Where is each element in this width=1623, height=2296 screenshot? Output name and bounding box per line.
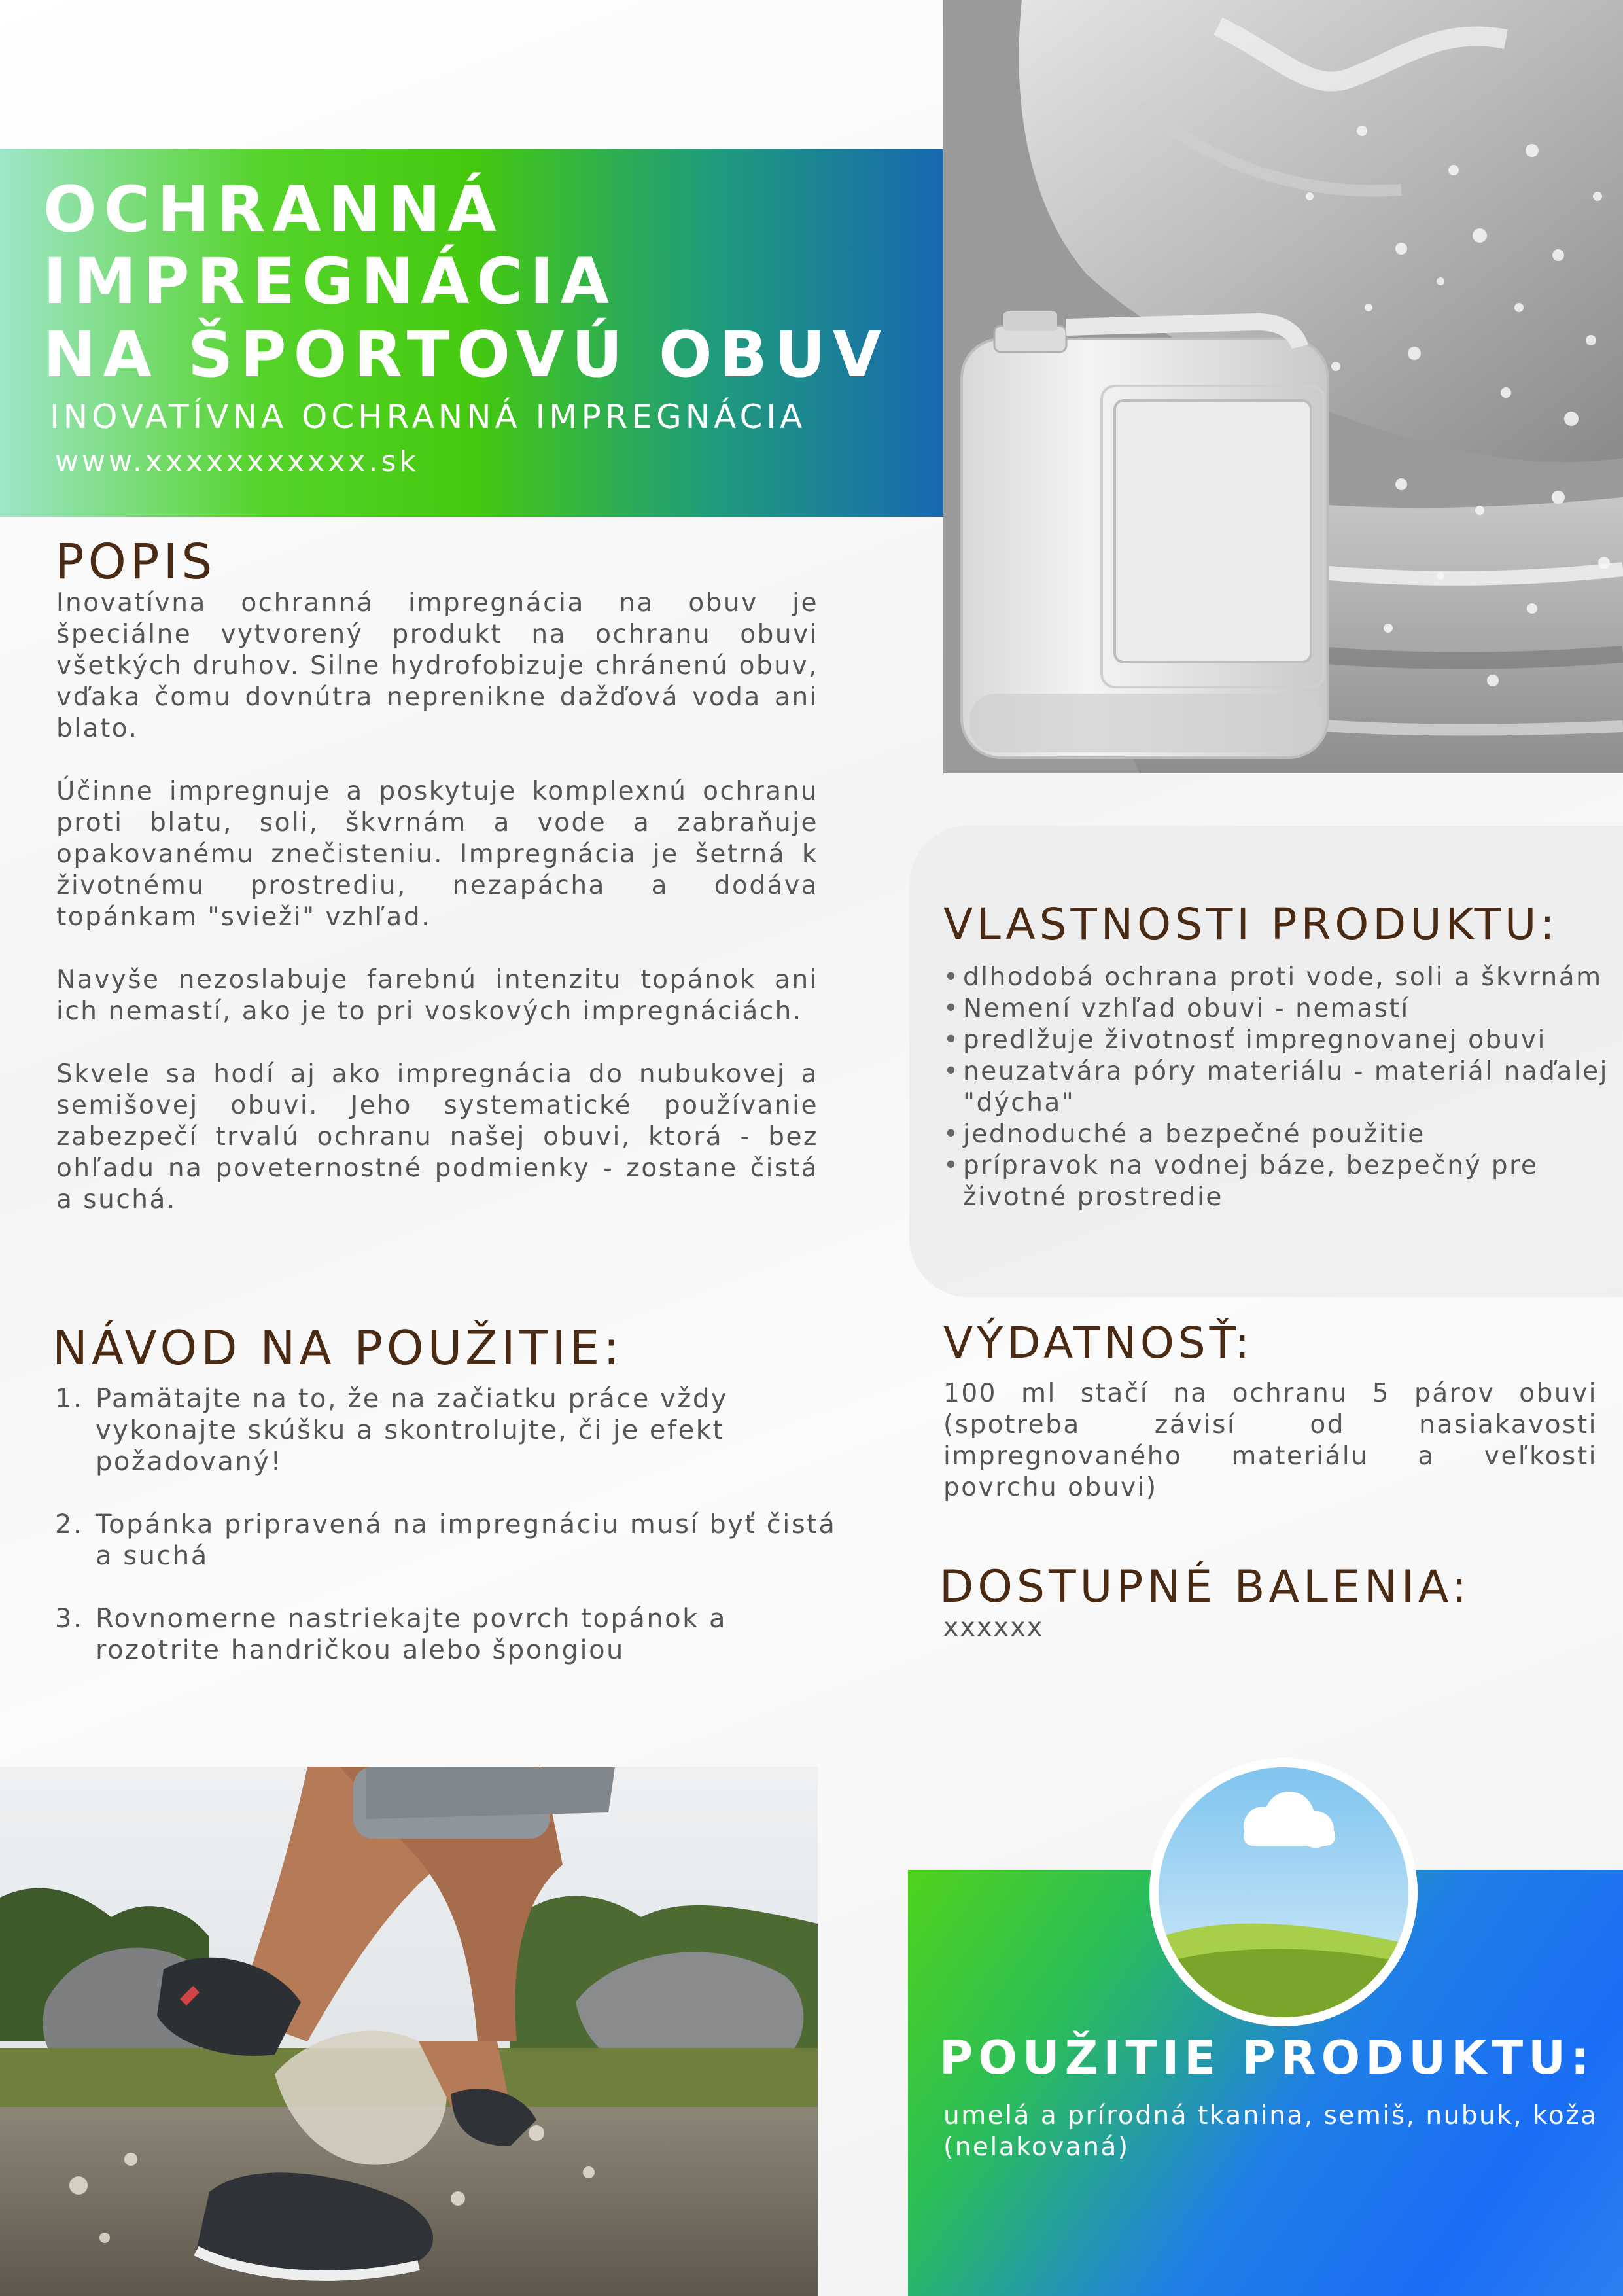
vydatnost-heading: VÝDATNOSŤ: [943, 1318, 1253, 1368]
vlastnosti-item: • neuzatvára póry materiálu - materiál naďalej "dýcha" [943, 1056, 1617, 1119]
step-number: 1. [55, 1384, 84, 1414]
vlastnosti-item: • predlžuje životnosť impregnovanej obuvi [943, 1025, 1617, 1056]
popis-heading: POPIS [55, 534, 217, 590]
popis-paragraph: Inovatívna ochranná impregnácia na obuv je špeciálne vytvorený produkt na ochranu obuvi všetkých druhov. Silne hydrofobizuje chránenú obuv, vďaka čomu dovnútra neprenikne dažďová voda ani blato. [56, 588, 818, 743]
vlastnosti-item: • dlhodobá ochrana proti vode, soli a škvrnám [943, 962, 1617, 993]
step-text: Pamätajte na to, že na začiatku práce vždy vykonajte skúšku a skontrolujte, či je efekt požadovaný! [96, 1384, 728, 1477]
header-banner [0, 149, 943, 517]
header-url[interactable]: www.xxxxxxxxxxx.sk [55, 445, 419, 478]
landscape-badge [1149, 1758, 1418, 2026]
popis-body [56, 588, 818, 1247]
vlastnosti-heading: VLASTNOSTI PRODUKTU: [943, 899, 1559, 949]
landscape-icon [1159, 1767, 1408, 2017]
vlastnosti-item: • jednoduché a bezpečné použitie [943, 1119, 1617, 1150]
step-text: Rovnomerne nastriekajte povrch topánok a rozotrite handričkou alebo špongiou [96, 1604, 727, 1665]
title-line-1: OCHRANNÁ [43, 173, 504, 246]
shoe-canister-illustration [943, 0, 1623, 773]
balenia-value: xxxxxx [943, 1613, 1044, 1642]
shoe-canister-photo [943, 0, 1623, 773]
runner-photo [0, 1767, 818, 2296]
pouzitie-heading: POUŽITIE PRODUKTU: [939, 2031, 1594, 2085]
vlastnosti-list [943, 962, 1617, 1213]
navod-heading: NÁVOD NA POUŽITIE: [52, 1320, 623, 1375]
step-text: Topánka pripravená na impregnáciu musí byť čistá a suchá [96, 1510, 837, 1571]
title-line-3: NA ŠPORTOVÚ OBUV [43, 318, 888, 391]
popis-paragraph: Navyše nezoslabuje farebnú intenzitu topánok ani ich nemastí, ako je to pri voskových impregnáciách. [56, 965, 818, 1026]
step-number: 2. [55, 1510, 84, 1540]
navod-step [55, 1509, 840, 1572]
pouzitie-text: umelá a prírodná tkanina, semiš, nubuk, koža (nelakovaná) [943, 2101, 1598, 2162]
navod-steps [55, 1383, 840, 1697]
runner-illustration [0, 1767, 818, 2296]
popis-paragraph: Skvele sa hodí aj ako impregnácia do nubukovej a semišovej obuvi. Jeho systematické používanie zabezpečí trvalú ochranu našej obuvi, ktorá - bez ohľadu na poveternostné podmienky - zostane čistá a suchá. [56, 1059, 818, 1214]
title-line-2: IMPREGNÁCIA [43, 245, 617, 318]
balenia-heading: DOSTUPNÉ BALENIA: [939, 1561, 1471, 1613]
header-subtitle: INOVATÍVNA OCHRANNÁ IMPREGNÁCIA [50, 398, 807, 436]
vlastnosti-item: • Nemení vzhľad obuvi - nemastí [943, 993, 1617, 1025]
navod-step [55, 1603, 840, 1666]
navod-step [55, 1383, 840, 1477]
popis-paragraph: Účinne impregnuje a poskytuje komplexnú ochranu proti blatu, soli, škvrnám a vode a zabraňuje opakovanému znečisteniu. Impregnácia je šetrná k životnému prostrediu, nezapácha a dodáva topánkam "svieži" vzhľad. [56, 777, 818, 932]
vlastnosti-item: • prípravok na vodnej báze, bezpečný pre životné prostredie [943, 1150, 1617, 1213]
step-number: 3. [55, 1604, 84, 1634]
vydatnost-text: 100 ml stačí na ochranu 5 párov obuvi (spotreba závisí od nasiakavosti impregnovaného materiálu a veľkosti povrchu obuvi) [943, 1379, 1597, 1502]
